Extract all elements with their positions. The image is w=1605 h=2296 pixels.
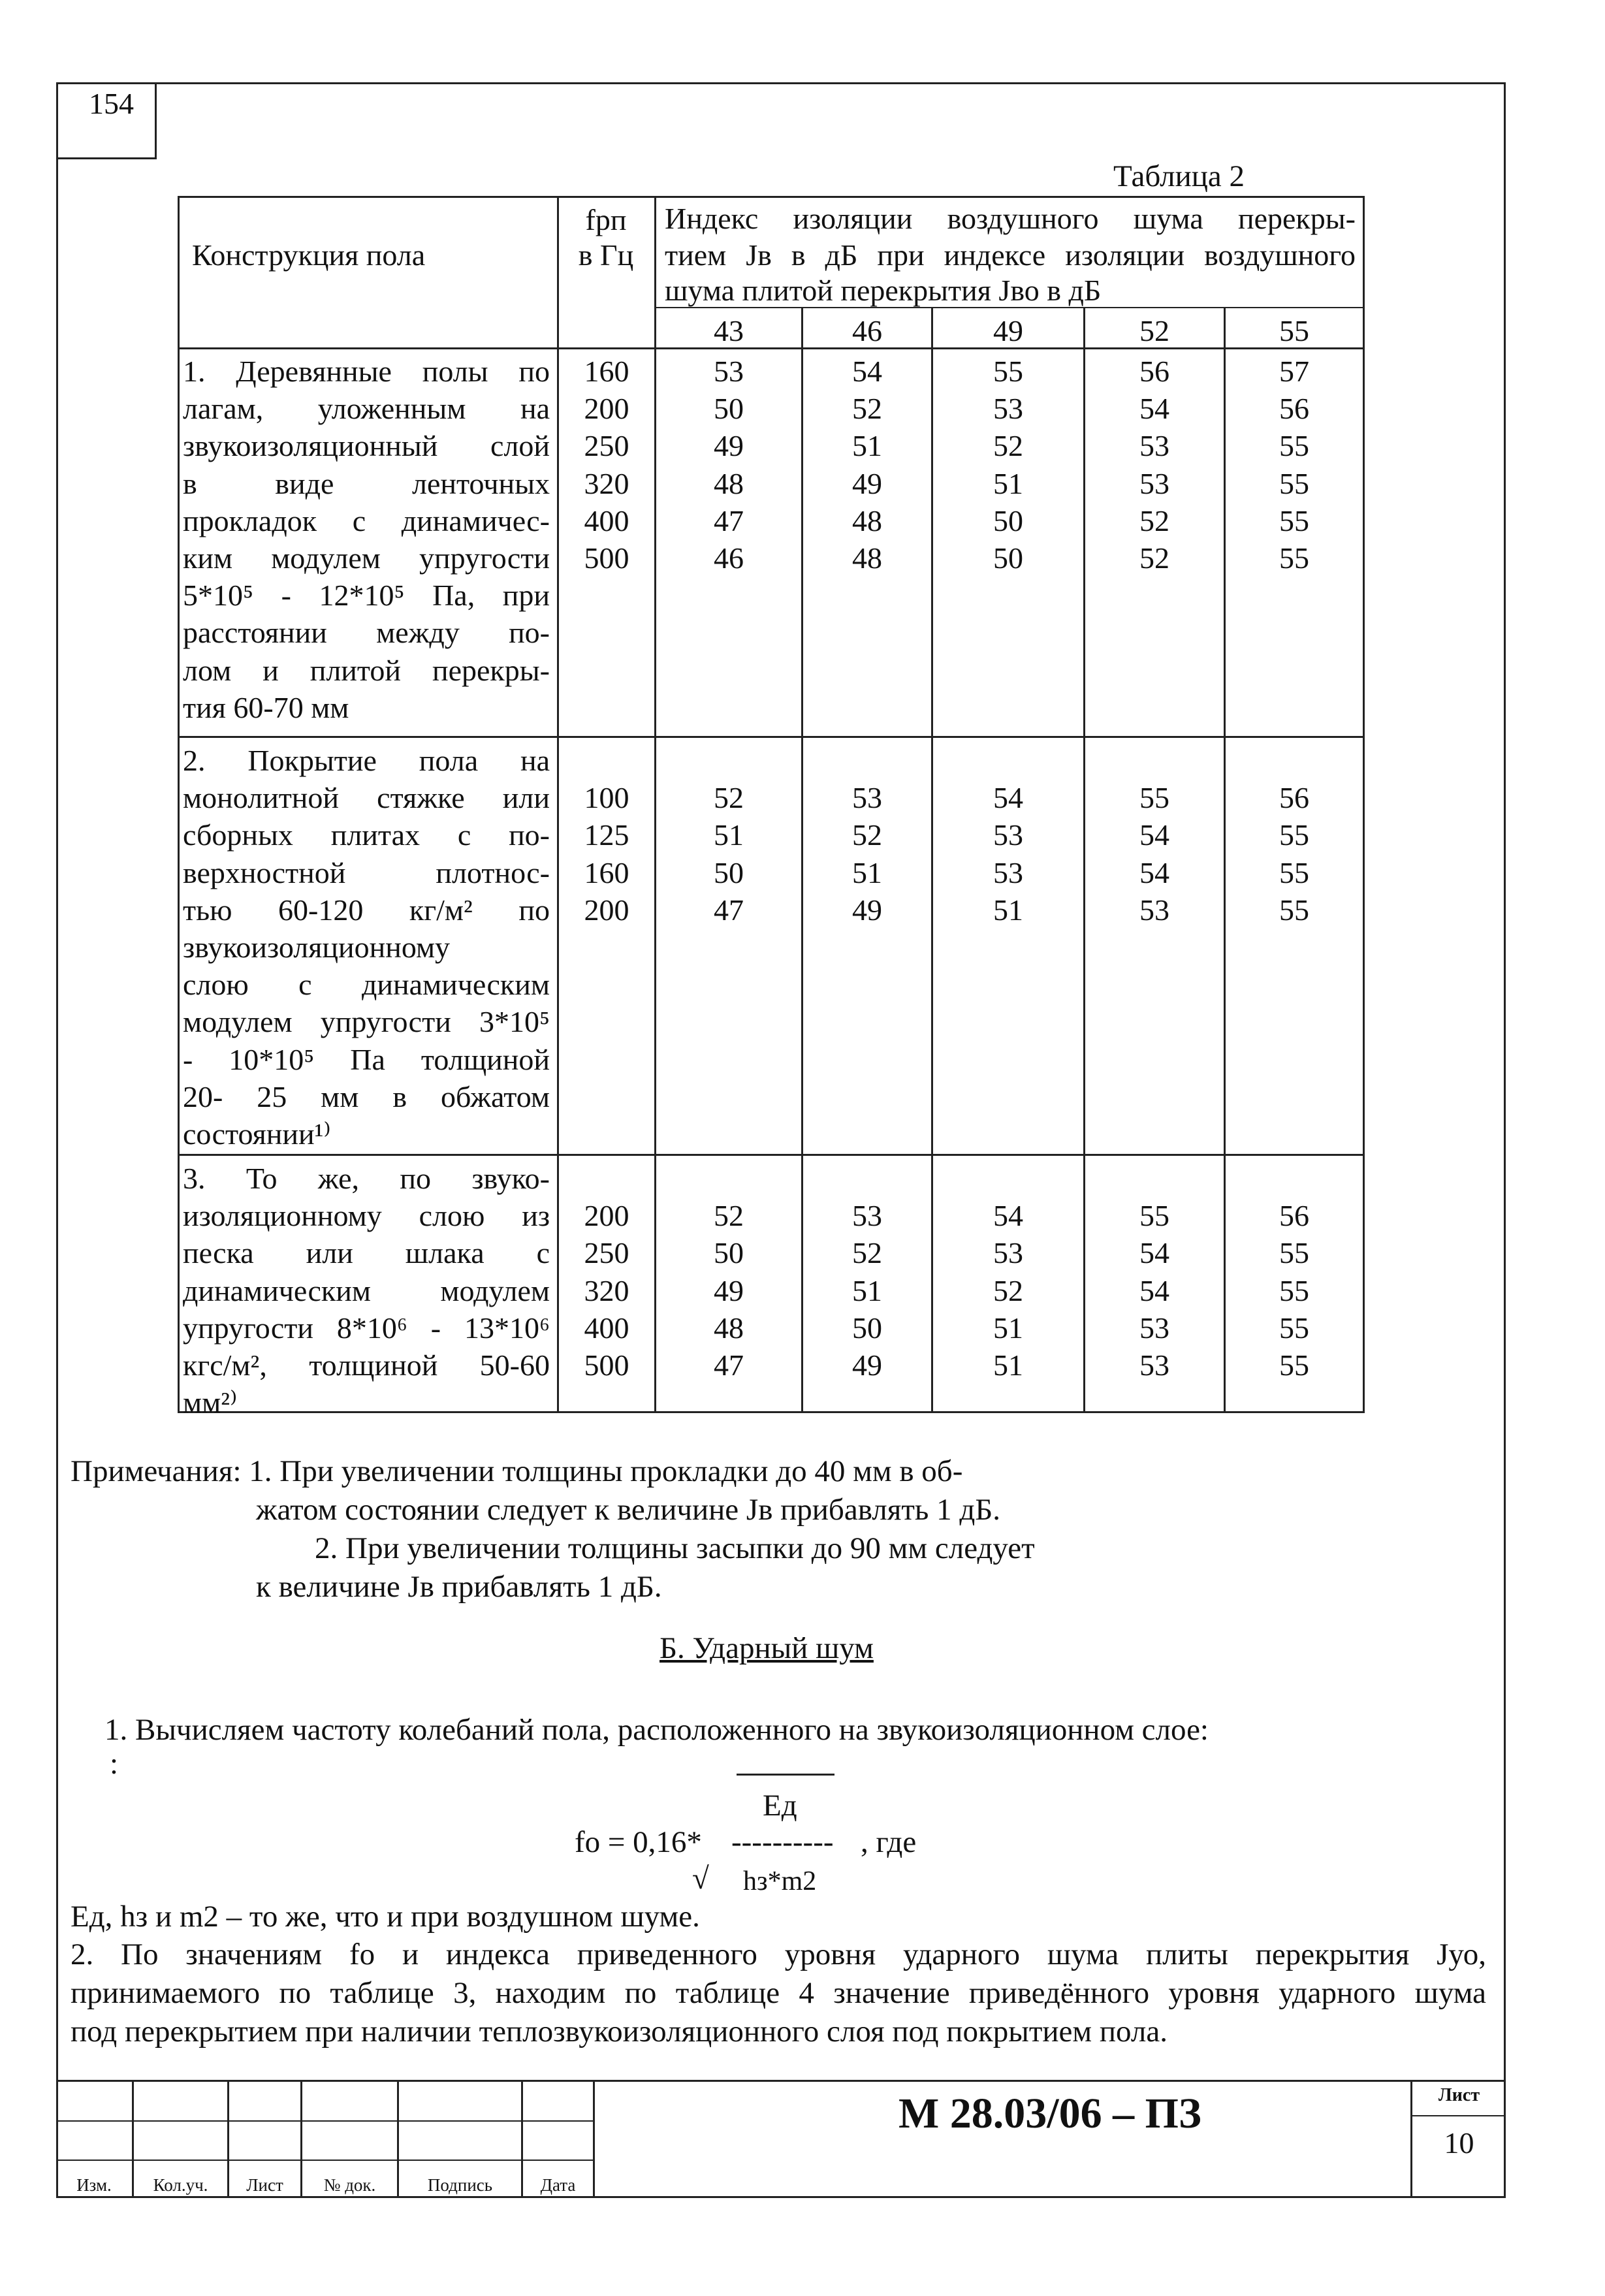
construction-desc-line: 1. Деревянные полы по [183, 355, 550, 388]
sqrt-symbol: √ [692, 1862, 709, 1896]
construction-desc-line: тью 60-120 кг/м² по [183, 893, 550, 927]
index-value-cell: 56 [1279, 781, 1309, 815]
construction-desc-line: прокладок с динамичес- [183, 503, 550, 537]
construction-desc-line: звукоизоляционному [183, 931, 451, 964]
header-index-line-3: шума плитой перекрытия Jво в дБ [665, 274, 1102, 307]
title-block [56, 2080, 1506, 2198]
index-value-cell: 49 [852, 1348, 882, 1382]
construction-desc-line: кгс/м², толщиной 50-60 [183, 1348, 550, 1382]
index-value-cell: 57 [1279, 355, 1309, 388]
page-number: 154 [56, 82, 157, 159]
index-49: 49 [993, 314, 1023, 347]
index-value-cell: 52 [993, 429, 1023, 463]
construction-desc-line: упругости 8*10⁶ - 13*10⁶ [183, 1311, 550, 1345]
construction-desc-line: состоянии¹⁾ [183, 1117, 331, 1151]
index-value-cell: 55 [1279, 466, 1309, 500]
index-value-cell: 52 [993, 1273, 1023, 1307]
sheet-label: Лист [1438, 2085, 1480, 2105]
header-construction: Конструкция пола [192, 238, 426, 272]
frequency-cell: 320 [584, 466, 629, 500]
index-value-cell: 51 [993, 1311, 1023, 1345]
index-value-cell: 52 [714, 781, 744, 815]
index-value-cell: 54 [1139, 1236, 1169, 1270]
stamp-label-change: Изм. [76, 2175, 112, 2195]
construction-desc-line: слою с динамическим [183, 968, 550, 1002]
index-value-cell: 51 [852, 1273, 882, 1307]
index-value-cell: 52 [1139, 541, 1169, 575]
header-frequency-symbol: fрп [585, 203, 627, 236]
header-index-line-1: Индекс изоляции воздушного шума перекры- [665, 202, 1356, 235]
formula-note: Eд, hз и m2 – то же, что и при воздушном шуме. [71, 1900, 700, 1934]
construction-desc-line: расстоянии между по- [183, 616, 550, 650]
index-value-cell: 48 [852, 541, 882, 575]
index-52: 52 [1139, 314, 1169, 347]
index-value-cell: 51 [993, 1348, 1023, 1382]
index-46: 46 [852, 314, 882, 347]
stamp-label-signature: Подпись [427, 2175, 493, 2195]
construction-desc-line: 3. То же, по звуко- [183, 1162, 550, 1195]
frequency-cell: 400 [584, 503, 629, 537]
construction-desc-line: песка или шлака с [183, 1236, 550, 1270]
header-index-line-2: тием Jв в дБ при индексе изоляции воздушного [665, 238, 1356, 272]
index-value-cell: 47 [714, 1348, 744, 1382]
construction-desc-line: мм²⁾ [183, 1386, 238, 1420]
frequency-cell: 250 [584, 1236, 629, 1270]
construction-desc-line: в виде ленточных [183, 466, 550, 500]
index-value-cell: 53 [993, 818, 1023, 852]
index-value-cell: 53 [993, 392, 1023, 426]
frequency-cell: 160 [584, 355, 629, 388]
sheet-number: 10 [1444, 2126, 1474, 2160]
data-table [178, 196, 1365, 1420]
index-value-cell: 52 [1139, 503, 1169, 537]
index-value-cell: 54 [993, 781, 1023, 815]
index-value-cell: 53 [1139, 429, 1169, 463]
index-value-cell: 54 [852, 355, 882, 388]
index-value-cell: 50 [993, 503, 1023, 537]
construction-desc-line: изоляционному слою из [183, 1199, 550, 1233]
step-1-text: 1. Вычисляем частоту колебаний пола, расположенного на звукоизоляционном слое: [104, 1713, 1209, 1747]
index-value-cell: 49 [714, 1273, 744, 1307]
step-2-line-2: принимаемого по таблице 3, находим по таблице 4 значение приведённого уровня ударного шума [71, 1976, 1486, 2010]
index-value-cell: 55 [1139, 781, 1169, 815]
index-value-cell: 54 [993, 1199, 1023, 1233]
note-line-1: Примечания: 1. При увеличении толщины прокладки до 40 мм в об- [71, 1454, 963, 1488]
index-value-cell: 56 [1279, 1199, 1309, 1233]
index-value-cell: 51 [993, 466, 1023, 500]
index-value-cell: 55 [1279, 818, 1309, 852]
index-value-cell: 56 [1139, 355, 1169, 388]
index-43: 43 [714, 314, 744, 347]
construction-desc-line: тия 60-70 мм [183, 690, 349, 724]
index-value-cell: 55 [1279, 429, 1309, 463]
construction-desc-line: 2. Покрытие пола на [183, 744, 550, 777]
formula-denominator: hз*m2 [743, 1866, 817, 1896]
index-value-cell: 53 [714, 355, 744, 388]
stamp-label-count: Кол.уч. [153, 2175, 208, 2195]
index-value-cell: 53 [852, 781, 882, 815]
construction-desc-line: сборных плитах с по- [183, 818, 550, 852]
frequency-cell: 125 [584, 818, 629, 852]
stamp-label-doc-number: № док. [323, 2175, 376, 2195]
index-value-cell: 53 [1139, 893, 1169, 927]
sqrt-overline [737, 1774, 834, 1776]
frequency-cell: 500 [584, 541, 629, 575]
index-value-cell: 53 [993, 1236, 1023, 1270]
step-2-line-1: 2. По значениям fо и индекса приведенного уровня ударного шума плиты перекрытия Jуо, [71, 1937, 1486, 1971]
index-value-cell: 51 [993, 893, 1023, 927]
note-line-3: 2. При увеличении толщины засыпки до 90 мм следует [315, 1531, 1035, 1565]
construction-desc-line: лом и плитой перекры- [183, 653, 550, 687]
frequency-cell: 320 [584, 1273, 629, 1307]
construction-desc-line: звукоизоляционный слой [183, 429, 550, 463]
index-value-cell: 52 [852, 392, 882, 426]
formula-where: , где [861, 1825, 917, 1859]
index-value-cell: 53 [1139, 1348, 1169, 1382]
index-value-cell: 55 [1279, 1236, 1309, 1270]
note-line-2: жатом состоянии следует к величине Jв прибавлять 1 дБ. [256, 1493, 1000, 1527]
index-value-cell: 51 [714, 818, 744, 852]
index-value-cell: 50 [993, 541, 1023, 575]
construction-desc-line: 20- 25 мм в обжатом [183, 1079, 550, 1113]
construction-desc-line: динамическим модулем [183, 1273, 550, 1307]
index-value-cell: 55 [1279, 855, 1309, 889]
index-value-cell: 53 [1139, 466, 1169, 500]
document-code: М 28.03/06 – ПЗ [898, 2090, 1201, 2137]
index-value-cell: 52 [852, 1236, 882, 1270]
index-value-cell: 48 [714, 1311, 744, 1345]
index-value-cell: 48 [852, 503, 882, 537]
index-value-cell: 50 [714, 855, 744, 889]
construction-desc-line: модулем упругости 3*10⁵ [183, 1005, 550, 1039]
index-value-cell: 50 [714, 392, 744, 426]
colon-mark: : [110, 1747, 119, 1781]
formula-numerator: Eд [763, 1789, 797, 1823]
frequency-cell: 100 [584, 781, 629, 815]
index-value-cell: 54 [1139, 818, 1169, 852]
index-value-cell: 49 [852, 893, 882, 927]
index-value-cell: 49 [714, 429, 744, 463]
index-value-cell: 55 [993, 355, 1023, 388]
construction-desc-line: ким модулем упругости [183, 541, 550, 575]
construction-desc-line: 5*10⁵ - 12*10⁵ Па, при [183, 579, 550, 613]
index-value-cell: 52 [714, 1199, 744, 1233]
frequency-cell: 200 [584, 392, 629, 426]
index-value-cell: 55 [1279, 1348, 1309, 1382]
index-value-cell: 55 [1279, 893, 1309, 927]
header-frequency-unit: в Гц [578, 238, 634, 272]
index-value-cell: 51 [852, 855, 882, 889]
formula-lhs: fо = 0,16* [575, 1825, 702, 1859]
construction-desc-line: верхностной плотнос- [183, 855, 550, 889]
index-value-cell: 53 [993, 855, 1023, 889]
formula-fraction-bar: ---------- [731, 1825, 834, 1859]
construction-desc-line: - 10*10⁵ Па толщиной [183, 1042, 550, 1076]
frequency-cell: 500 [584, 1348, 629, 1382]
index-value-cell: 51 [852, 429, 882, 463]
index-value-cell: 55 [1279, 1311, 1309, 1345]
frequency-cell: 200 [584, 893, 629, 927]
frequency-cell: 250 [584, 429, 629, 463]
index-value-cell: 50 [714, 1236, 744, 1270]
index-value-cell: 46 [714, 541, 744, 575]
stamp-label-date: Дата [540, 2175, 576, 2195]
index-value-cell: 55 [1279, 1273, 1309, 1307]
note-line-4: к величине Jв прибавлять 1 дБ. [256, 1570, 662, 1604]
index-value-cell: 53 [1139, 1311, 1169, 1345]
index-value-cell: 50 [852, 1311, 882, 1345]
index-value-cell: 55 [1279, 541, 1309, 575]
index-value-cell: 48 [714, 466, 744, 500]
frequency-cell: 200 [584, 1199, 629, 1233]
index-value-cell: 55 [1279, 503, 1309, 537]
index-55: 55 [1279, 314, 1309, 347]
frequency-cell: 400 [584, 1311, 629, 1345]
index-value-cell: 47 [714, 503, 744, 537]
index-value-cell: 49 [852, 466, 882, 500]
index-value-cell: 56 [1279, 392, 1309, 426]
construction-desc-line: лагам, уложенным на [183, 392, 550, 426]
section-heading: Б. Ударный шум [659, 1631, 874, 1665]
index-value-cell: 54 [1139, 392, 1169, 426]
step-2-line-3: под перекрытием при наличии теплозвукоизоляционного слоя под покрытием пола. [71, 2015, 1168, 2049]
index-value-cell: 52 [852, 818, 882, 852]
frequency-cell: 160 [584, 855, 629, 889]
index-value-cell: 47 [714, 893, 744, 927]
table-caption: Таблица 2 [1113, 159, 1245, 193]
stamp-label-sheet: Лист [246, 2175, 283, 2195]
index-value-cell: 54 [1139, 855, 1169, 889]
index-value-cell: 53 [852, 1199, 882, 1233]
index-value-cell: 55 [1139, 1199, 1169, 1233]
construction-desc-line: монолитной стяжке или [183, 781, 550, 815]
index-value-cell: 54 [1139, 1273, 1169, 1307]
